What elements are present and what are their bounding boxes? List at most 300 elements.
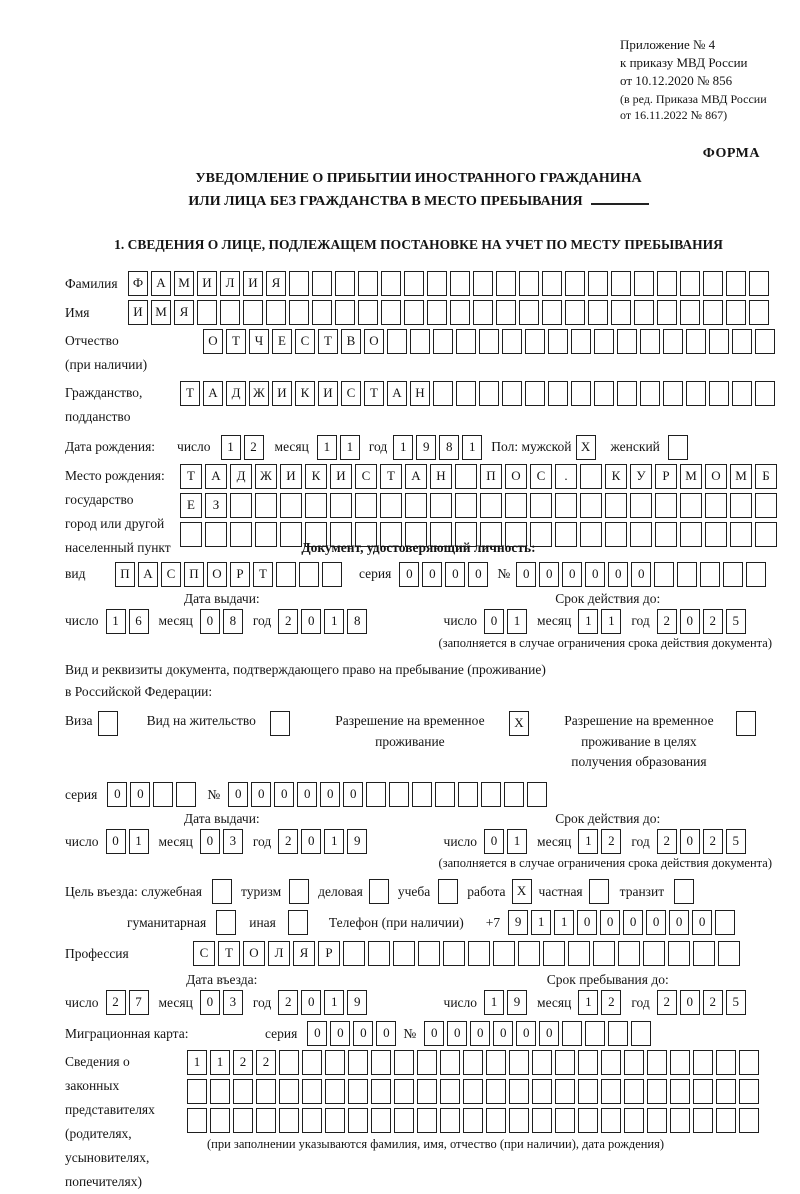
char-cell[interactable] [371, 1079, 391, 1104]
char-cell[interactable]: О [203, 329, 223, 354]
char-cell[interactable] [486, 1050, 506, 1075]
char-cell[interactable] [686, 381, 706, 406]
iddoc-number-cells[interactable] [516, 562, 769, 587]
char-cell[interactable] [578, 1050, 598, 1075]
char-cell[interactable] [624, 1108, 644, 1133]
char-cell[interactable]: А [205, 464, 227, 489]
char-cell[interactable]: П [480, 464, 502, 489]
char-cell[interactable]: 1 [106, 609, 126, 634]
char-cell[interactable] [381, 271, 401, 296]
char-cell[interactable] [433, 381, 453, 406]
char-cell[interactable]: О [364, 329, 384, 354]
char-cell[interactable] [571, 329, 591, 354]
char-cell[interactable]: Д [230, 464, 252, 489]
char-cell[interactable]: 0 [646, 910, 666, 935]
char-cell[interactable] [565, 300, 585, 325]
char-cell[interactable] [381, 300, 401, 325]
purpose-official-checkbox[interactable] [212, 879, 235, 904]
char-cell[interactable]: С [161, 562, 181, 587]
char-cell[interactable]: 0 [297, 782, 317, 807]
char-cell[interactable]: 5 [726, 990, 746, 1015]
char-cell[interactable]: 1 [210, 1050, 230, 1075]
char-cell[interactable]: А [138, 562, 158, 587]
char-cell[interactable] [348, 1050, 368, 1075]
char-cell[interactable] [502, 381, 522, 406]
char-cell[interactable]: 0 [343, 782, 363, 807]
char-cell[interactable] [230, 522, 252, 547]
char-cell[interactable] [700, 562, 720, 587]
char-cell[interactable] [532, 1079, 552, 1104]
char-cell[interactable]: 0 [516, 562, 536, 587]
char-cell[interactable] [255, 493, 277, 518]
char-cell[interactable]: И [318, 381, 338, 406]
char-cell[interactable]: 2 [278, 609, 298, 634]
char-cell[interactable] [663, 381, 683, 406]
char-cell[interactable] [519, 271, 539, 296]
char-cell[interactable]: 0 [307, 1021, 327, 1046]
char-cell[interactable]: 0 [680, 990, 700, 1015]
char-cell[interactable] [279, 1050, 299, 1075]
char-cell[interactable]: 0 [680, 829, 700, 854]
char-cell[interactable] [463, 1079, 483, 1104]
char-cell[interactable] [496, 271, 516, 296]
char-cell[interactable]: 2 [601, 829, 621, 854]
char-cell[interactable]: С [530, 464, 552, 489]
char-cell[interactable] [380, 493, 402, 518]
char-cell[interactable]: 0 [200, 990, 220, 1015]
char-cell[interactable]: А [151, 271, 171, 296]
char-cell[interactable] [555, 1050, 575, 1075]
char-cell[interactable] [371, 1050, 391, 1075]
char-cell[interactable]: Н [410, 381, 430, 406]
char-cell[interactable]: 1 [393, 435, 413, 460]
char-cell[interactable] [343, 941, 365, 966]
char-cell[interactable] [405, 493, 427, 518]
char-cell[interactable] [486, 1079, 506, 1104]
char-cell[interactable]: М [680, 464, 702, 489]
char-cell[interactable]: 0 [516, 1021, 536, 1046]
char-cell[interactable] [404, 271, 424, 296]
char-cell[interactable] [594, 329, 614, 354]
char-cell[interactable]: Т [180, 464, 202, 489]
char-cell[interactable] [355, 493, 377, 518]
char-cell[interactable]: 2 [657, 829, 677, 854]
char-cell[interactable] [270, 711, 290, 736]
char-cell[interactable] [438, 879, 458, 904]
char-cell[interactable]: М [151, 300, 171, 325]
char-cell[interactable]: 0 [399, 562, 419, 587]
iddoc-issue-month-cells[interactable] [200, 609, 246, 634]
char-cell[interactable]: 0 [106, 829, 126, 854]
char-cell[interactable] [412, 782, 432, 807]
char-cell[interactable]: О [243, 941, 265, 966]
representatives-row1-cells[interactable] [187, 1050, 762, 1075]
char-cell[interactable] [463, 1108, 483, 1133]
char-cell[interactable] [468, 941, 490, 966]
birth-month-cells[interactable] [317, 435, 363, 460]
char-cell[interactable] [668, 941, 690, 966]
char-cell[interactable] [98, 711, 118, 736]
char-cell[interactable] [433, 329, 453, 354]
char-cell[interactable] [568, 941, 590, 966]
profession-cells[interactable] [193, 941, 743, 966]
char-cell[interactable]: У [630, 464, 652, 489]
char-cell[interactable] [312, 300, 332, 325]
char-cell[interactable] [593, 941, 615, 966]
purpose-transit-checkbox[interactable] [674, 879, 697, 904]
char-cell[interactable]: 5 [726, 609, 746, 634]
char-cell[interactable] [654, 562, 674, 587]
char-cell[interactable]: К [605, 464, 627, 489]
char-cell[interactable] [455, 464, 477, 489]
char-cell[interactable] [555, 493, 577, 518]
rdoc-number-cells[interactable] [228, 782, 550, 807]
char-cell[interactable]: А [387, 381, 407, 406]
rdoc-valid-month-cells[interactable] [578, 829, 624, 854]
char-cell[interactable] [608, 1021, 628, 1046]
char-cell[interactable] [548, 329, 568, 354]
char-cell[interactable] [417, 1108, 437, 1133]
char-cell[interactable] [256, 1108, 276, 1133]
char-cell[interactable] [705, 522, 727, 547]
char-cell[interactable]: 1 [324, 829, 344, 854]
char-cell[interactable] [233, 1108, 253, 1133]
char-cell[interactable] [502, 329, 522, 354]
char-cell[interactable] [643, 941, 665, 966]
char-cell[interactable]: 0 [376, 1021, 396, 1046]
char-cell[interactable] [410, 329, 430, 354]
char-cell[interactable] [519, 300, 539, 325]
char-cell[interactable]: 1 [601, 609, 621, 634]
char-cell[interactable] [176, 782, 196, 807]
char-cell[interactable] [630, 522, 652, 547]
stay-day-cells[interactable] [484, 990, 530, 1015]
char-cell[interactable]: 0 [680, 609, 700, 634]
char-cell[interactable] [542, 300, 562, 325]
stay-month-cells[interactable] [578, 990, 624, 1015]
purpose-humanitarian-checkbox[interactable] [216, 910, 239, 935]
char-cell[interactable]: 0 [539, 1021, 559, 1046]
char-cell[interactable]: Я [266, 271, 286, 296]
char-cell[interactable] [705, 493, 727, 518]
char-cell[interactable] [703, 271, 723, 296]
char-cell[interactable] [358, 271, 378, 296]
char-cell[interactable] [486, 1108, 506, 1133]
char-cell[interactable] [518, 941, 540, 966]
char-cell[interactable] [279, 1108, 299, 1133]
representatives-row2-cells[interactable] [187, 1079, 762, 1104]
char-cell[interactable]: 2 [657, 609, 677, 634]
birthplace-row1-cells[interactable] [180, 464, 780, 489]
char-cell[interactable] [755, 493, 777, 518]
char-cell[interactable] [640, 381, 660, 406]
char-cell[interactable] [663, 329, 683, 354]
char-cell[interactable] [624, 1079, 644, 1104]
purpose-study-checkbox[interactable] [438, 879, 461, 904]
char-cell[interactable] [588, 300, 608, 325]
char-cell[interactable] [455, 493, 477, 518]
sex-female-checkbox[interactable] [668, 435, 691, 460]
char-cell[interactable] [730, 493, 752, 518]
char-cell[interactable]: 9 [508, 910, 528, 935]
char-cell[interactable]: К [305, 464, 327, 489]
char-cell[interactable]: О [705, 464, 727, 489]
char-cell[interactable]: 8 [347, 609, 367, 634]
char-cell[interactable] [435, 782, 455, 807]
char-cell[interactable]: 9 [347, 829, 367, 854]
char-cell[interactable] [571, 381, 591, 406]
char-cell[interactable]: С [295, 329, 315, 354]
char-cell[interactable]: П [115, 562, 135, 587]
char-cell[interactable]: 0 [631, 562, 651, 587]
iddoc-type-cells[interactable] [115, 562, 345, 587]
char-cell[interactable] [562, 1021, 582, 1046]
char-cell[interactable] [618, 941, 640, 966]
rdoc-series-cells[interactable] [107, 782, 199, 807]
char-cell[interactable]: М [174, 271, 194, 296]
char-cell[interactable]: К [295, 381, 315, 406]
char-cell[interactable]: 9 [507, 990, 527, 1015]
char-cell[interactable] [723, 562, 743, 587]
char-cell[interactable] [739, 1050, 759, 1075]
char-cell[interactable] [716, 1079, 736, 1104]
char-cell[interactable]: С [193, 941, 215, 966]
char-cell[interactable]: 0 [422, 562, 442, 587]
char-cell[interactable] [427, 271, 447, 296]
char-cell[interactable] [387, 329, 407, 354]
char-cell[interactable] [280, 493, 302, 518]
char-cell[interactable]: 1 [324, 609, 344, 634]
char-cell[interactable] [394, 1079, 414, 1104]
char-cell[interactable] [605, 522, 627, 547]
char-cell[interactable]: 0 [330, 1021, 350, 1046]
char-cell[interactable] [187, 1108, 207, 1133]
char-cell[interactable]: Ж [249, 381, 269, 406]
char-cell[interactable] [746, 562, 766, 587]
char-cell[interactable] [755, 381, 775, 406]
char-cell[interactable]: 9 [347, 990, 367, 1015]
char-cell[interactable] [458, 782, 478, 807]
char-cell[interactable]: Н [430, 464, 452, 489]
char-cell[interactable]: 2 [657, 990, 677, 1015]
char-cell[interactable] [739, 1108, 759, 1133]
char-cell[interactable] [601, 1079, 621, 1104]
char-cell[interactable] [580, 464, 602, 489]
char-cell[interactable] [732, 329, 752, 354]
char-cell[interactable]: 3 [223, 829, 243, 854]
char-cell[interactable] [670, 1050, 690, 1075]
char-cell[interactable]: В [341, 329, 361, 354]
char-cell[interactable] [532, 1108, 552, 1133]
char-cell[interactable] [325, 1050, 345, 1075]
char-cell[interactable]: 0 [539, 562, 559, 587]
char-cell[interactable]: 2 [601, 990, 621, 1015]
char-cell[interactable]: 9 [416, 435, 436, 460]
char-cell[interactable] [732, 381, 752, 406]
char-cell[interactable] [749, 271, 769, 296]
char-cell[interactable]: И [128, 300, 148, 325]
char-cell[interactable] [585, 1021, 605, 1046]
char-cell[interactable] [739, 1079, 759, 1104]
char-cell[interactable] [210, 1079, 230, 1104]
rdoc-issue-year-cells[interactable] [278, 829, 370, 854]
char-cell[interactable] [389, 782, 409, 807]
char-cell[interactable]: 0 [669, 910, 689, 935]
char-cell[interactable] [187, 1079, 207, 1104]
char-cell[interactable]: Р [318, 941, 340, 966]
char-cell[interactable] [440, 1108, 460, 1133]
char-cell[interactable]: З [205, 493, 227, 518]
char-cell[interactable]: 5 [726, 829, 746, 854]
char-cell[interactable]: П [184, 562, 204, 587]
char-cell[interactable] [670, 1108, 690, 1133]
char-cell[interactable] [680, 271, 700, 296]
birth-day-cells[interactable] [221, 435, 267, 460]
char-cell[interactable] [578, 1108, 598, 1133]
iddoc-issue-day-cells[interactable] [106, 609, 152, 634]
char-cell[interactable] [555, 1079, 575, 1104]
char-cell[interactable] [322, 562, 342, 587]
char-cell[interactable]: Л [220, 271, 240, 296]
iddoc-valid-month-cells[interactable] [578, 609, 624, 634]
citizenship-cells[interactable] [180, 381, 778, 406]
iddoc-valid-day-cells[interactable] [484, 609, 530, 634]
char-cell[interactable]: Р [655, 464, 677, 489]
char-cell[interactable] [276, 562, 296, 587]
rdoc-issue-month-cells[interactable] [200, 829, 246, 854]
birthplace-row2-cells[interactable] [180, 493, 780, 518]
char-cell[interactable] [617, 381, 637, 406]
char-cell[interactable] [289, 879, 309, 904]
char-cell[interactable]: 0 [424, 1021, 444, 1046]
char-cell[interactable]: 0 [493, 1021, 513, 1046]
stay-year-cells[interactable] [657, 990, 749, 1015]
char-cell[interactable] [589, 879, 609, 904]
char-cell[interactable] [605, 493, 627, 518]
char-cell[interactable] [358, 300, 378, 325]
rdoc-valid-day-cells[interactable] [484, 829, 530, 854]
char-cell[interactable]: 2 [256, 1050, 276, 1075]
char-cell[interactable]: А [203, 381, 223, 406]
char-cell[interactable]: 2 [106, 990, 126, 1015]
char-cell[interactable]: 0 [200, 609, 220, 634]
surname-cells[interactable] [128, 271, 772, 296]
char-cell[interactable] [302, 1079, 322, 1104]
char-cell[interactable]: 0 [608, 562, 628, 587]
char-cell[interactable]: Т [226, 329, 246, 354]
birth-year-cells[interactable] [393, 435, 485, 460]
char-cell[interactable]: 0 [692, 910, 712, 935]
char-cell[interactable]: 2 [703, 829, 723, 854]
residence-permit-checkbox[interactable] [270, 711, 293, 736]
char-cell[interactable] [686, 329, 706, 354]
char-cell[interactable] [504, 782, 524, 807]
char-cell[interactable] [527, 782, 547, 807]
char-cell[interactable]: Т [318, 329, 338, 354]
char-cell[interactable]: 1 [129, 829, 149, 854]
char-cell[interactable] [205, 522, 227, 547]
char-cell[interactable] [493, 941, 515, 966]
char-cell[interactable] [473, 271, 493, 296]
char-cell[interactable]: 0 [301, 609, 321, 634]
char-cell[interactable]: Т [218, 941, 240, 966]
char-cell[interactable] [348, 1108, 368, 1133]
char-cell[interactable] [302, 1050, 322, 1075]
char-cell[interactable] [525, 381, 545, 406]
char-cell[interactable] [480, 493, 502, 518]
char-cell[interactable]: Е [180, 493, 202, 518]
char-cell[interactable] [197, 300, 217, 325]
char-cell[interactable] [580, 493, 602, 518]
char-cell[interactable] [716, 1108, 736, 1133]
char-cell[interactable] [473, 300, 493, 325]
char-cell[interactable]: X [576, 435, 596, 460]
char-cell[interactable]: Я [293, 941, 315, 966]
char-cell[interactable]: И [243, 271, 263, 296]
char-cell[interactable] [440, 1079, 460, 1104]
char-cell[interactable]: 1 [187, 1050, 207, 1075]
char-cell[interactable]: 0 [600, 910, 620, 935]
char-cell[interactable] [418, 941, 440, 966]
char-cell[interactable]: 0 [107, 782, 127, 807]
char-cell[interactable]: И [330, 464, 352, 489]
char-cell[interactable]: 2 [703, 609, 723, 634]
entry-year-cells[interactable] [278, 990, 370, 1015]
char-cell[interactable]: 0 [251, 782, 271, 807]
char-cell[interactable] [279, 1079, 299, 1104]
rvp-checkbox[interactable] [509, 711, 532, 736]
char-cell[interactable] [565, 271, 585, 296]
sex-male-checkbox[interactable] [576, 435, 599, 460]
char-cell[interactable] [369, 879, 389, 904]
char-cell[interactable] [430, 493, 452, 518]
char-cell[interactable] [463, 1050, 483, 1075]
char-cell[interactable] [647, 1108, 667, 1133]
char-cell[interactable] [543, 941, 565, 966]
char-cell[interactable] [325, 1079, 345, 1104]
char-cell[interactable]: О [207, 562, 227, 587]
char-cell[interactable]: . [555, 464, 577, 489]
char-cell[interactable] [749, 300, 769, 325]
iddoc-valid-year-cells[interactable] [657, 609, 749, 634]
char-cell[interactable] [256, 1079, 276, 1104]
visa-checkbox[interactable] [98, 711, 121, 736]
char-cell[interactable]: 8 [439, 435, 459, 460]
char-cell[interactable] [450, 300, 470, 325]
char-cell[interactable]: 0 [484, 609, 504, 634]
char-cell[interactable]: 1 [578, 609, 598, 634]
char-cell[interactable]: 1 [578, 829, 598, 854]
char-cell[interactable] [371, 1108, 391, 1133]
char-cell[interactable] [335, 300, 355, 325]
char-cell[interactable] [289, 300, 309, 325]
char-cell[interactable] [693, 1079, 713, 1104]
char-cell[interactable]: 0 [301, 829, 321, 854]
char-cell[interactable]: 8 [223, 609, 243, 634]
patronymic-cells[interactable] [203, 329, 778, 354]
char-cell[interactable] [730, 522, 752, 547]
entry-day-cells[interactable] [106, 990, 152, 1015]
char-cell[interactable]: Л [268, 941, 290, 966]
char-cell[interactable] [220, 300, 240, 325]
char-cell[interactable] [479, 381, 499, 406]
char-cell[interactable] [680, 493, 702, 518]
char-cell[interactable] [617, 329, 637, 354]
char-cell[interactable] [548, 381, 568, 406]
char-cell[interactable] [594, 381, 614, 406]
char-cell[interactable] [230, 493, 252, 518]
char-cell[interactable]: 3 [223, 990, 243, 1015]
